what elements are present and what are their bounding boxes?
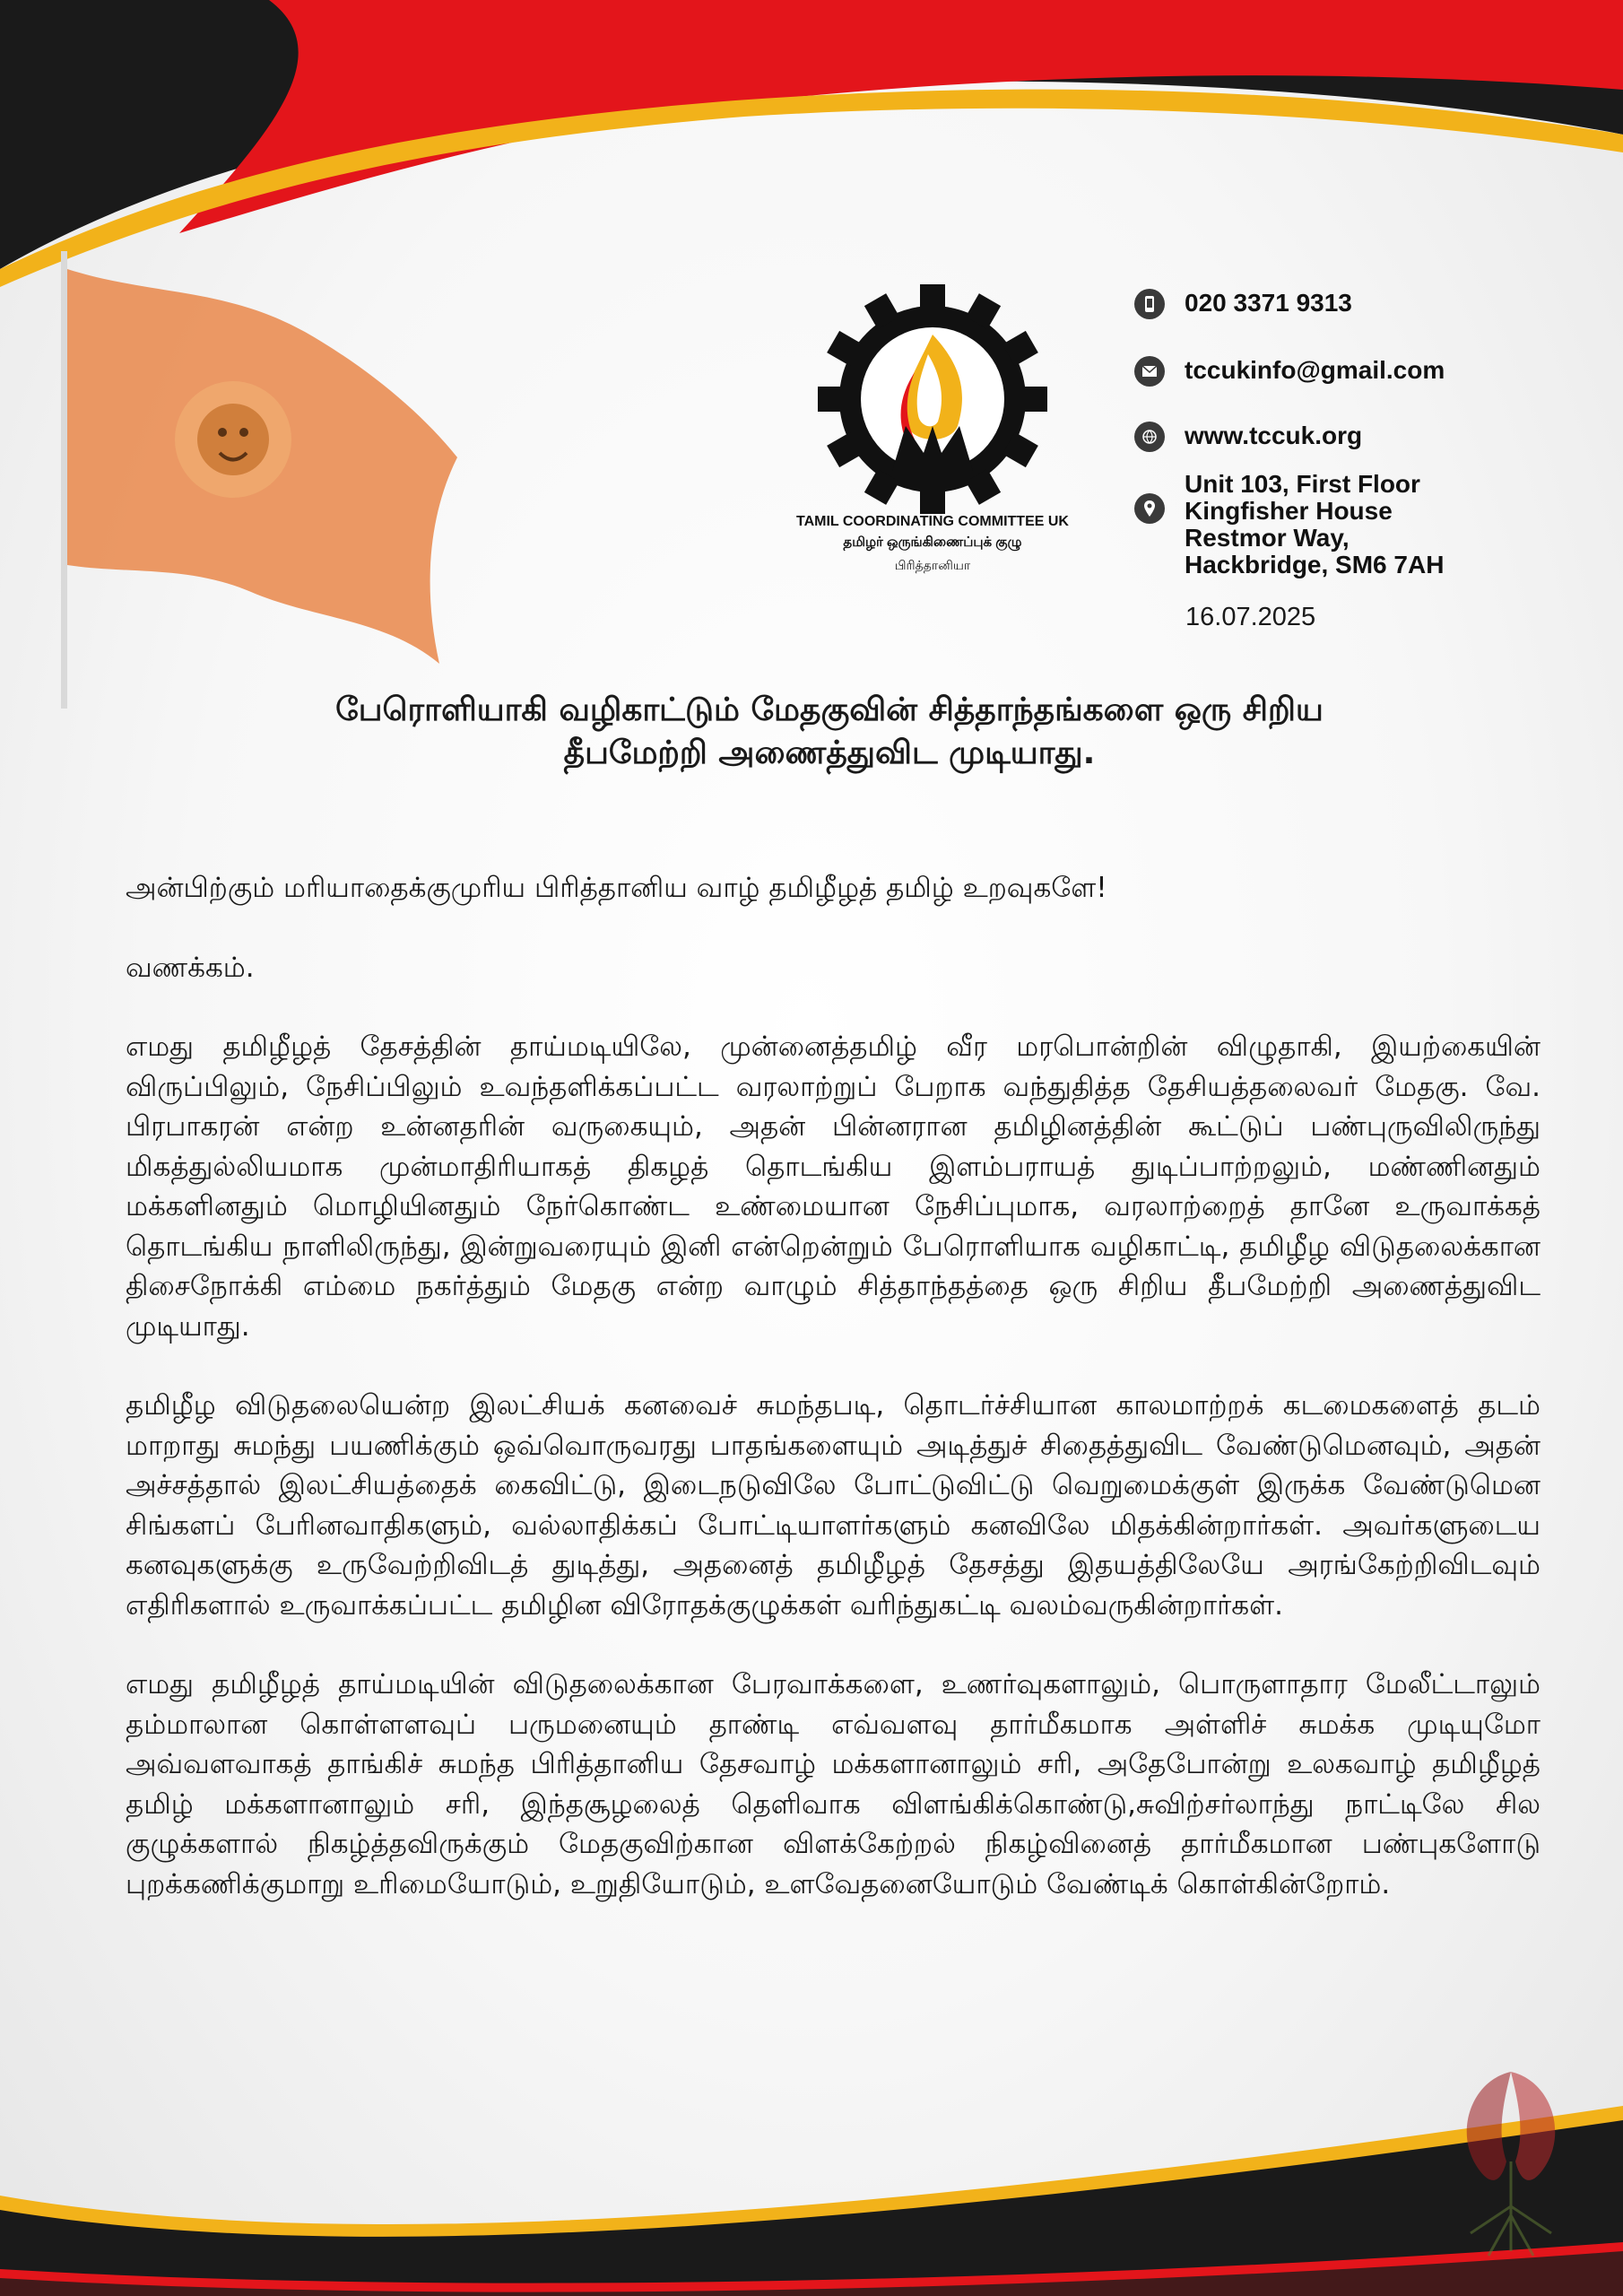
contact-phone <box>1134 289 1352 319</box>
email-address[interactable]: tccukinfo@gmail.com <box>1185 356 1445 384</box>
contact-website <box>1134 422 1362 452</box>
address-line-3: Restmor Way, <box>1185 524 1350 552</box>
address-block <box>1185 471 1444 578</box>
address-line-4: Hackbridge, SM6 7AH <box>1185 551 1445 578</box>
address-line-1: Unit 103, First Floor <box>1185 470 1420 498</box>
title-line-1: பேரொளியாகி வழிகாட்டும் மேதகுவின் சித்தாந்தங்களை ஒரு சிறிய <box>335 691 1324 728</box>
salutation: அன்பிற்கும் மரியாதைக்குமுரிய பிரித்தானிய வாழ் தமிழீழத் தமிழ் உறவுகளே! <box>126 872 1107 904</box>
phone-number: 020 3371 9313 <box>1185 289 1352 317</box>
paragraph-3: எமது தமிழீழத் தாய்மடியின் விடுதலைக்கான பேரவாக்களை, உணர்வுகளாலும், பொருளாதார மேலீட்டாலும் தம்மாலான கொள்ளளவுப் பருமனையும் தாண்டி எவ்வளவு தார்மீகமாக அள்ளிச் சுமக்க முடியுமோ அவ்வளவாகத் தாங்கிச் சுமந்த பிரித்தானிய தேசவாழ் மக்களானாலும் சரி, அதேபோன்று உலகவாழ் தமிழீழத் தமிழ் மக்களானாலும் சரி, இந்தசூழலைத் தெளிவாக விளங்கிக்கொண்டு,சுவிற்சர்லாந்து நாட்டிலே சில குழுக்களால் நிகழ்த்தவிருக்கும் மேதகுவிற்கான விளக்கேற்றல் நிகழ்வினைத் தார்மீகமான பண்புகளோடு புறக்கணிக்குமாறு உரிமையோடும், உறுதியோடும், உளவேதனையோடும் வேண்டிக் கொள்கின்றோம். <box>126 1668 1541 1900</box>
contact-email <box>1134 356 1445 387</box>
greeting: வணக்கம். <box>126 951 255 984</box>
letter-date: 16.07.2025 <box>1185 603 1316 631</box>
tiger-flag-illustration <box>45 242 466 709</box>
logo-text-tamil: தமிழர் ஒருங்கிணைப்புக் குழு <box>843 535 1022 550</box>
letter-body <box>126 868 1541 1904</box>
website-url[interactable]: www.tccuk.org <box>1185 422 1363 449</box>
paragraph-1: எமது தமிழீழத் தேசத்தின் தாய்மடியிலே, முன்னைத்தமிழ் வீர மரபொன்றின் விழுதாகி, இயற்கையின் விருப்பிலும், நேசிப்பிலும் உவந்தளிக்கப்பட்ட வரலாற்றுப் பேறாக வந்துதித்த தேசியத்தலைவர் மேதகு. வே. பிரபாகரன் என்ற உன்னதரின் வருகையும், அதன் பின்னரான தமிழினத்தின் கூட்டுப் பண்புருவிலிருந்து மிகத்துல்லியமாக முன்மாதிரியாகத் திகழத் தொடங்கிய இளம்பராயத் துடிப்பாற்றலும், மண்ணினதும் மக்களினதும் மொழியினதும் நேர்கொண்ட உண்மையான நேசிப்புமாக, வரலாற்றைத் தானே உருவாக்கத் தொடங்கிய நாளிலிருந்து, இன்றுவரையும் இனி என்றென்றும் பேரொளியாக வழிகாட்டி, தமிழீழ விடுதலைக்கான திசைநோக்கி எம்மை நகர்த்தும் மேதகு என்ற வாழும் சித்தாந்தத்தை ஒரு சிறிய தீபமேற்றி அணைத்துவிட முடியாது. <box>126 1031 1541 1343</box>
letter-title <box>179 689 1480 775</box>
contact-address <box>1134 471 1444 578</box>
title-line-2: தீபமேற்றி அணைத்துவிட முடியாது. <box>563 735 1096 771</box>
logo-text-english: TAMIL COORDINATING COMMITTEE UK <box>796 514 1069 529</box>
logo-text-country: பிரித்தானியா <box>894 558 971 572</box>
location-pin-icon <box>1134 493 1165 524</box>
flower-decoration <box>1417 2054 1605 2260</box>
paragraph-2: தமிழீழ விடுதலையென்ற இலட்சியக் கனவைச் சுமந்தபடி, தொடர்ச்சியான காலமாற்றக் கடமைகளைத் தடம் மாறாது சுமந்து பயணிக்கும் ஒவ்வொருவரது பாதங்களையும் அடித்துச் சிதைத்துவிட வேண்டுமெனவும், அதன் அச்சத்தால் இலட்சியத்தைக் கைவிட்டு, இடைநடுவிலே போட்டுவிட்டு வெறுமைக்குள் இருக்க வேண்டுமென சிங்களப் பேரினவாதிகளும், வல்லாதிக்கப் போட்டியாளர்களும் கனவிலே மிதக்கின்றார்கள். அவர்களுடைய கனவுகளுக்கு உருவேற்றிவிடத் துடித்து, அதனைத் தமிழீழத் தேசத்து இதயத்திலேயே அரங்கேற்றிவிடவும் எதிரிகளால் உருவாக்கப்பட்ட தமிழின விரோதக்குழுக்கள் வரிந்துகட்டி வலம்வருகின்றார்கள். <box>126 1389 1541 1622</box>
phone-icon <box>1134 289 1165 319</box>
address-line-2: Kingfisher House <box>1185 497 1393 525</box>
email-icon <box>1134 356 1165 387</box>
globe-icon <box>1134 422 1165 452</box>
bottom-decorative-band <box>0 2090 1623 2296</box>
